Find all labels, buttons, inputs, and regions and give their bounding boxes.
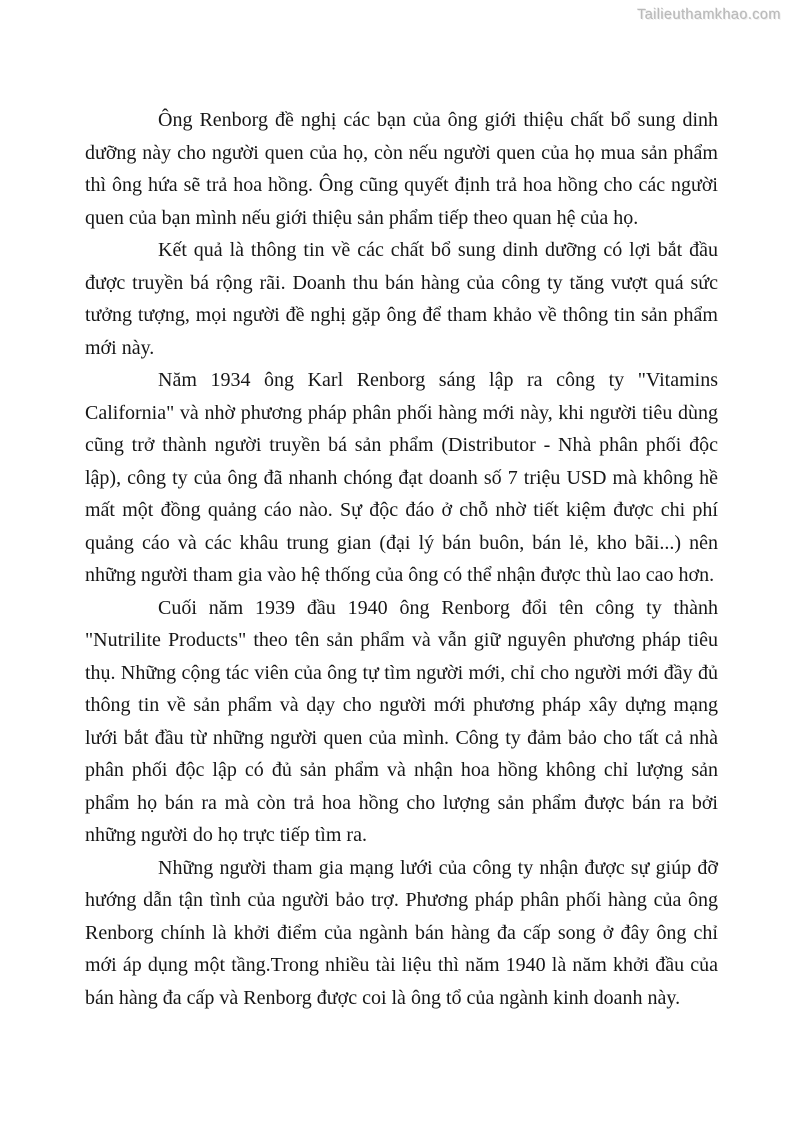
paragraph-4: Cuối năm 1939 đầu 1940 ông Renborg đổi tên công ty thành "Nutrilite Products" theo tên sản phẩm và vẫn giữ nguyên phương pháp tiêu thụ. Những cộng tác viên của ông tự tìm người mới, chỉ cho người mới đầy đủ thông tin về sản phẩm và dạy cho người mới phương pháp xây dựng mạng lưới bắt đầu từ những người quen của mình. Công ty đảm bảo cho tất cả nhà phân phối độc lập có đủ sản phẩm và nhận hoa hồng không chỉ lượng sản phẩm họ bán ra mà còn trả hoa hồng cho lượng sản phẩm được bán ra bởi những người do họ trực tiếp tìm ra. [85,596,718,846]
paragraph-2: Kết quả là thông tin về các chất bổ sung dinh dưỡng có lợi bắt đầu được truyền bá rộng rãi. Doanh thu bán hàng của công ty tăng vượt quá sức tưởng tượng, mọi người đề nghị gặp ông để tham khảo về thông tin sản phẩm mới này. [85,239,718,359]
watermark: Tailieuthamkhao.com [637,7,781,23]
paragraph-5: Những người tham gia mạng lưới của công ty nhận được sự giúp đỡ hướng dẫn tận tình của người bảo trợ. Phương pháp phân phối hàng của ông Renborg chính là khởi điểm của ngành bán hàng đa cấp song ở đây ông chỉ mới áp dụng một tầng.Trong nhiều tài liệu thì năm 1940 là năm khởi đầu của bán hàng đa cấp và Renborg được coi là ông tổ của ngành kinh doanh này. [85,856,718,1009]
paragraph-1: Ông Renborg đề nghị các bạn của ông giới thiệu chất bổ sung dinh dưỡng này cho người quen của họ, còn nếu người quen của họ mua sản phẩm thì ông hứa sẽ trả hoa hồng. Ông cũng quyết định trả hoa hồng cho các người quen của bạn mình nếu giới thiệu sản phẩm tiếp theo quan hệ của họ. [85,109,718,229]
paragraph-3: Năm 1934 ông Karl Renborg sáng lập ra công ty "Vitamins California" và nhờ phương pháp phân phối hàng mới này, khi người tiêu dùng cũng trở thành người truyền bá sản phẩm (Distributor - Nhà phân phối độc lập), công ty của ông đã nhanh chóng đạt doanh số 7 triệu USD mà không hề mất một đồng quảng cáo nào. Sự độc đáo ở chỗ nhờ tiết kiệm được chi phí quảng cáo và các khâu trung gian (đại lý bán buôn, bán lẻ, kho bãi...) nên những người tham gia vào hệ thống của ông có thể nhận được thù lao cao hơn. [85,369,718,586]
